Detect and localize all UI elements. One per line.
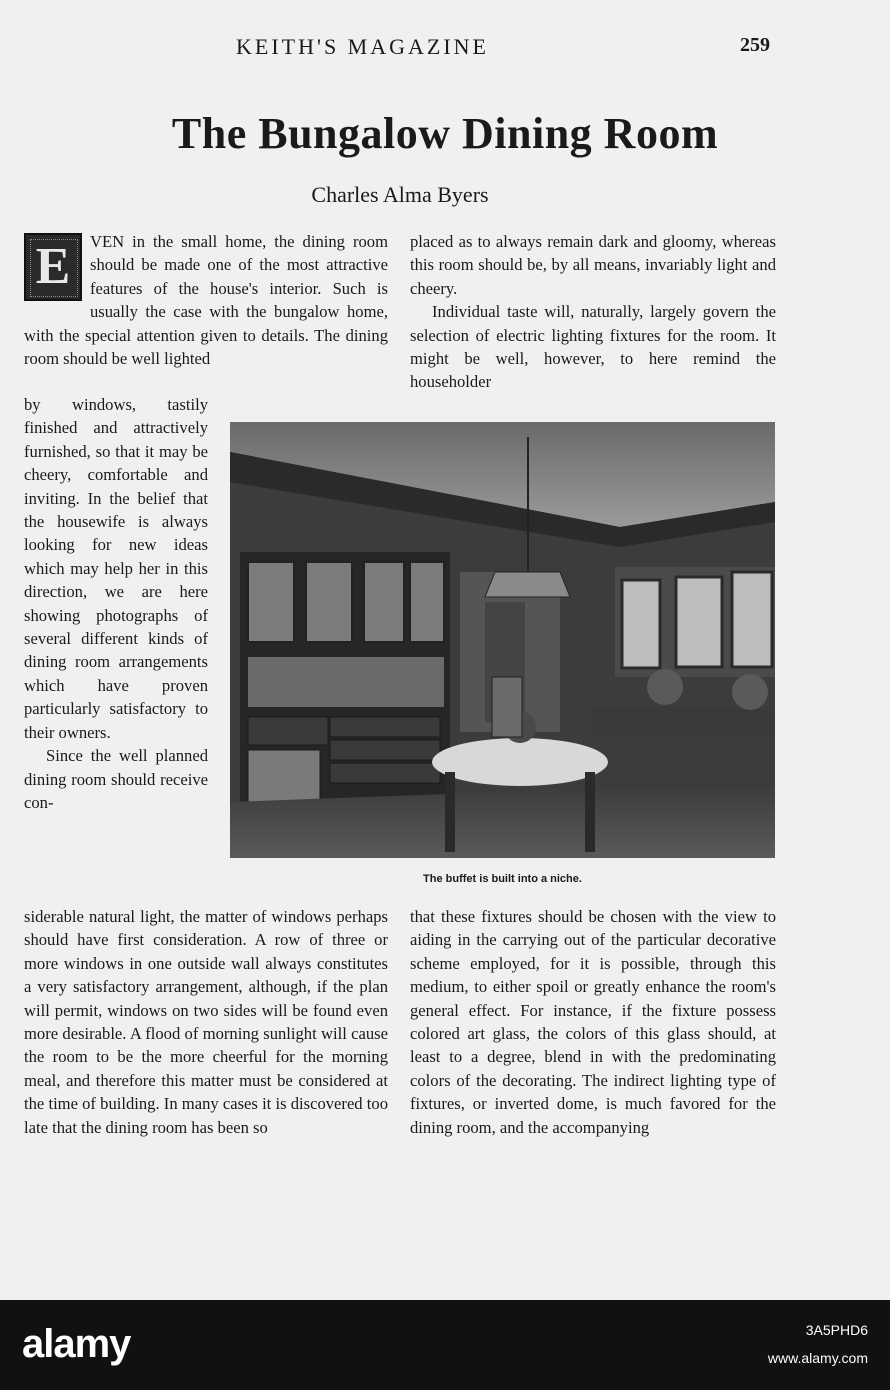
paragraph: siderable natural light, the matter of windows perhaps should have first consideration. A row of three or more windows in one outside wall always constitutes a very satisfactory arrangement, although, if the plan will permit, windows on two sides will be found even more desirable. A flood of morning sunlight will cause the room to be the more cheerful for the morning meal, and therefore this matter must be considered at the time of building. In many cases it is discovered too late that the dining room has been so: [24, 907, 388, 1137]
drop-cap-ornament: [24, 233, 82, 301]
drop-cap-letter: E: [35, 238, 71, 295]
magazine-name: KEITH'S MAGAZINE: [236, 34, 489, 59]
paragraph: by windows, tastily finished and attractively furnished, so that it may be cheery, comfortable and inviting. In the belief that the housewife is always looking for new ideas which may help her in this direction, we are here showing photographs of several different kinds of dining room arrangements which have proven particularly satisfactory to their owners.: [24, 395, 208, 742]
left-column-top: [24, 230, 388, 370]
paragraph: placed as to always remain dark and gloomy, whereas this room should be, by all means, invariably light and cheery.: [410, 232, 776, 298]
stock-logo: alamy: [22, 1322, 131, 1366]
left-column-bottom: [24, 905, 388, 1139]
paragraph: Since the well planned dining room should receive con-: [24, 746, 208, 812]
left-column-narrow: [24, 393, 208, 814]
page-number: 259: [740, 34, 770, 56]
paragraph: VEN in the small home, the dining room should be made one of the most attractive features of the house's interior. Such is usually the case with the bungalow home, with the special attention given to details. The dining room should be well lighted: [24, 232, 388, 369]
article-title: The Bungalow Dining Room: [171, 109, 719, 158]
stock-watermark-bar: [0, 1300, 890, 1390]
photo-caption: The buffet is built into a niche.: [423, 873, 582, 885]
article-author: Charles Alma Byers: [311, 182, 489, 207]
paragraph: that these fixtures should be chosen with the view to aiding in the carrying out of the particular decorative scheme employed, for it is possible, through this medium, to either spoil or greatly enhance the room's general effect. For instance, if the fixture possess colored art glass, the colors of this glass should, at least to a degree, blend in with the predominating colors of the decorating. The indirect lighting type of fixtures, or inverted dome, is much favored for the dining room, and the accompanying: [410, 907, 776, 1137]
running-header: [0, 34, 890, 64]
right-column-top: [410, 230, 776, 394]
stock-image-id: 3A5PHD6: [805, 1322, 868, 1338]
paragraph: Individual taste will, naturally, largely govern the selection of electric lighting fixtures for the room. It might be well, however, to here remind the householder: [410, 302, 776, 392]
right-column-bottom: [410, 905, 776, 1139]
dining-room-photograph: [230, 422, 775, 858]
stock-url: www.alamy.com: [767, 1350, 868, 1366]
